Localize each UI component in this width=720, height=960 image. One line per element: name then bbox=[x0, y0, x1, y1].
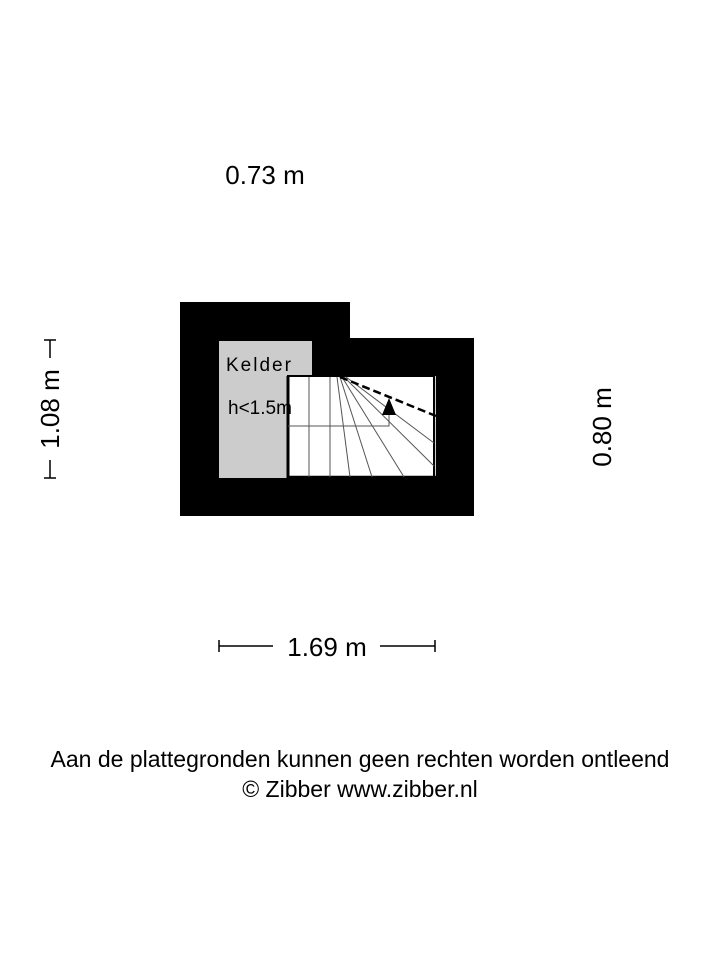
dimension-left: 1.08 m bbox=[35, 369, 65, 449]
footer bbox=[0, 744, 720, 804]
dimension-top: 0.73 m bbox=[225, 160, 305, 190]
copyright-text: © Zibber www.zibber.nl bbox=[242, 776, 478, 802]
room-height-note: h<1.5m bbox=[228, 398, 292, 419]
disclaimer-text: Aan de plattegronden kunnen geen rechten worden ontleend bbox=[50, 746, 670, 772]
room-name: Kelder bbox=[226, 355, 293, 376]
dimension-right: 0.80 m bbox=[587, 387, 617, 467]
staircase bbox=[288, 376, 436, 478]
dimension-bottom: 1.69 m bbox=[287, 632, 367, 662]
